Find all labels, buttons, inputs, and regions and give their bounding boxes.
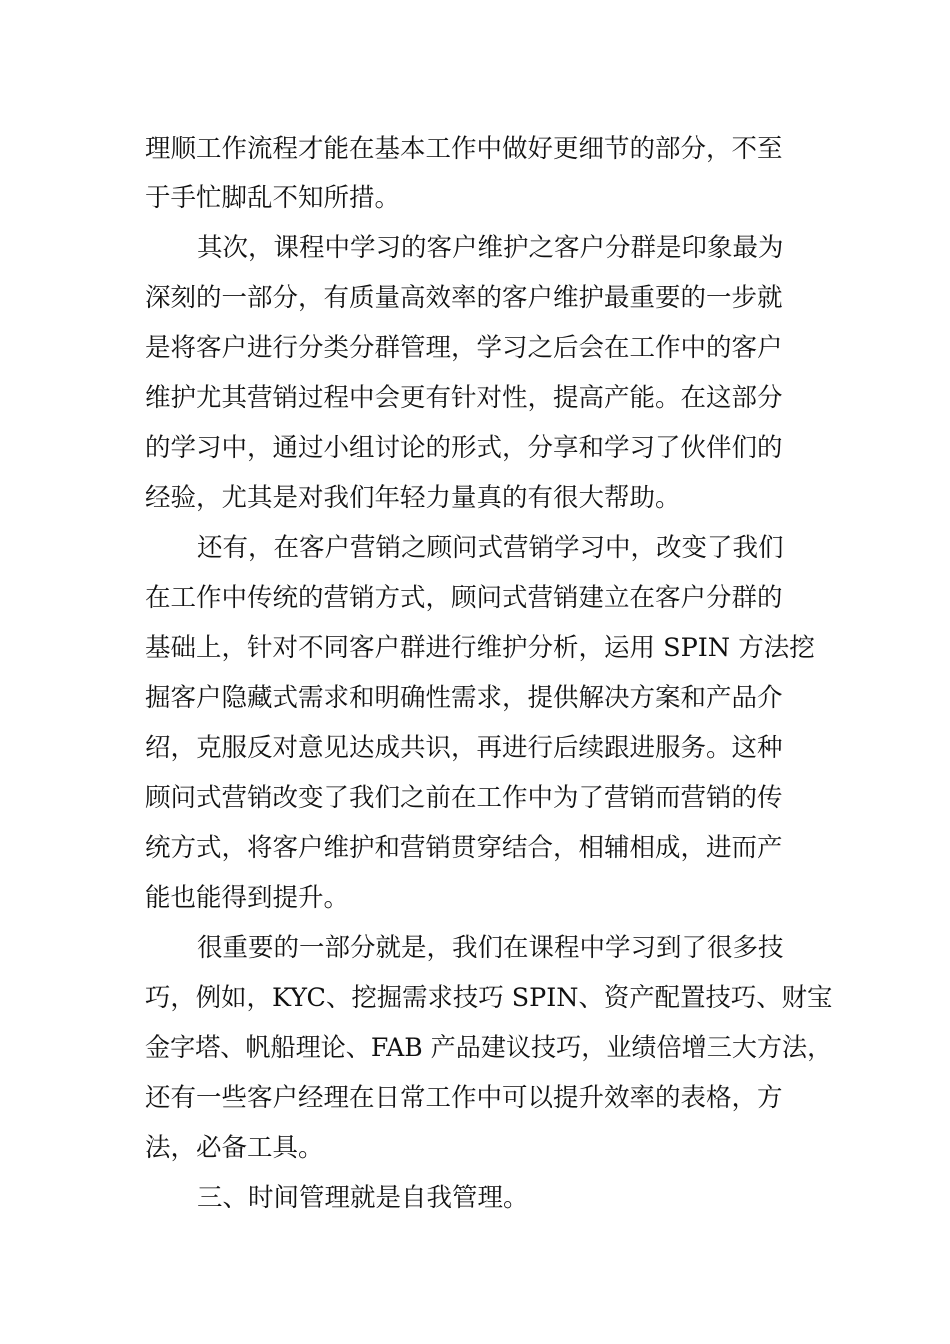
text-line: 理顺工作流程才能在基本工作中做好更细节的部分，不至 xyxy=(145,134,783,164)
text-line: 金字塔、帆船理论、FAB 产品建议技巧，业绩倍增三大方法， xyxy=(145,1033,833,1063)
section-heading: 三、时间管理就是自我管理。 xyxy=(197,1183,529,1213)
text-line: 掘客户隐藏式需求和明确性需求，提供解决方案和产品介 xyxy=(145,683,783,713)
paragraph-start-line: 很重要的一部分就是，我们在课程中学习到了很多技 xyxy=(197,933,784,963)
text-line: 基础上，针对不同客户群进行维护分析，运用 SPIN 方法挖 xyxy=(145,633,815,663)
text-line: 还有一些客户经理在日常工作中可以提升效率的表格，方 xyxy=(145,1083,783,1113)
text-line: 在工作中传统的营销方式，顾问式营销建立在客户分群的 xyxy=(145,583,783,613)
paragraph-start-line: 其次，课程中学习的客户维护之客户分群是印象最为 xyxy=(197,233,784,263)
paragraph-start-line: 还有，在客户营销之顾问式营销学习中，改变了我们 xyxy=(197,533,784,563)
text-line: 顾问式营销改变了我们之前在工作中为了营销而营销的传 xyxy=(145,783,783,813)
text-line: 的学习中，通过小组讨论的形式，分享和学习了伙伴们的 xyxy=(145,433,783,463)
text-line: 巧，例如，KYC、挖掘需求技巧 SPIN、资产配置技巧、财宝 xyxy=(145,983,833,1013)
text-line: 维护尤其营销过程中会更有针对性，提高产能。在这部分 xyxy=(145,383,783,413)
text-line: 深刻的一部分，有质量高效率的客户维护最重要的一步就 xyxy=(145,283,783,313)
text-line: 绍，克服反对意见达成共识，再进行后续跟进服务。这种 xyxy=(145,733,783,763)
text-line: 是将客户进行分类分群管理，学习之后会在工作中的客户 xyxy=(145,333,783,363)
text-line: 法，必备工具。 xyxy=(145,1133,324,1163)
text-line: 于手忙脚乱不知所措。 xyxy=(145,183,401,213)
text-line: 统方式，将客户维护和营销贯穿结合，相辅相成，进而产 xyxy=(145,833,783,863)
text-line: 经验，尤其是对我们年轻力量真的有很大帮助。 xyxy=(145,483,681,513)
text-line: 能也能得到提升。 xyxy=(145,883,350,913)
